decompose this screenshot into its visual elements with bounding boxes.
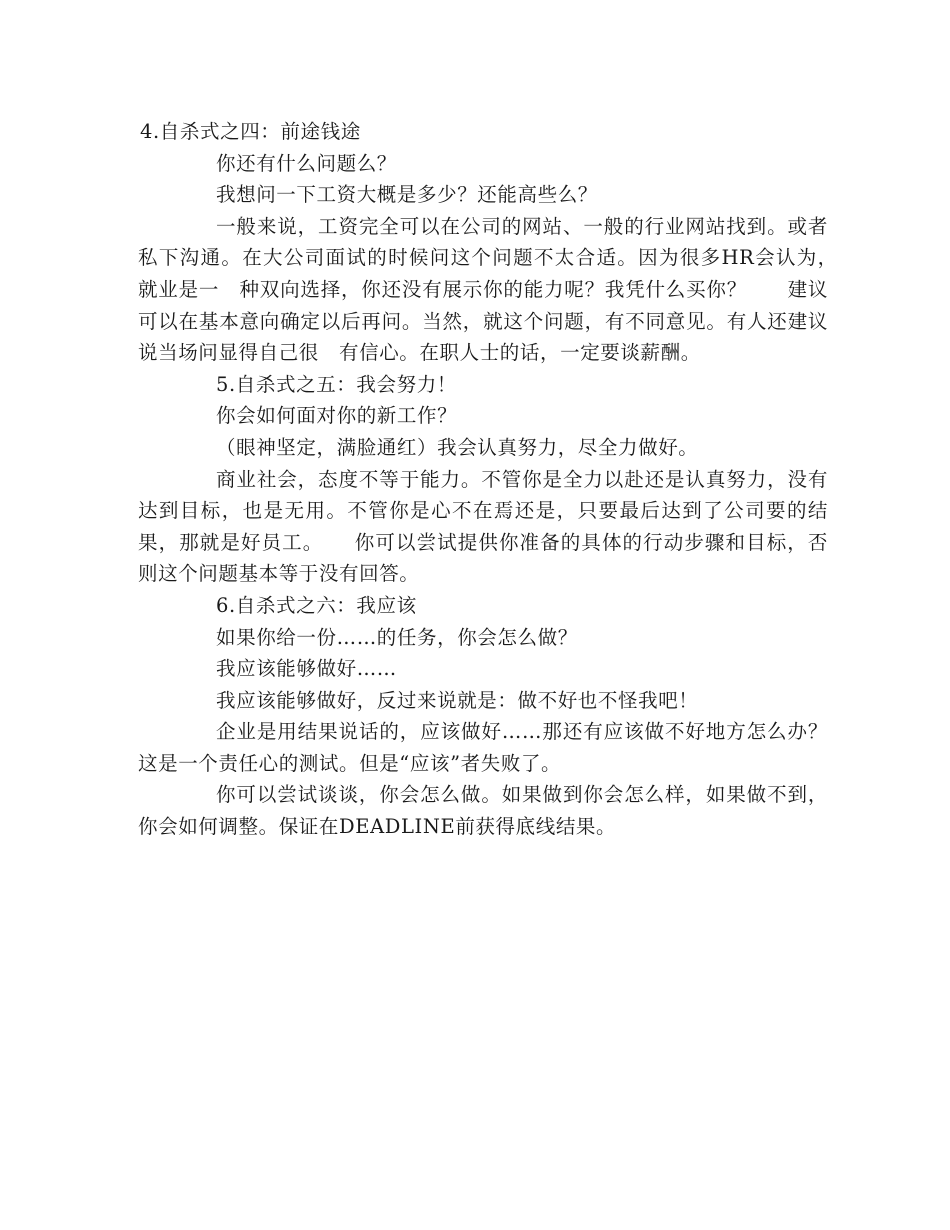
question-paragraph: 你会如何面对你的新工作？ [216, 404, 458, 428]
commentary-paragraph: 我应该能够做好，反过来说就是：做不好也不怪我吧！ [216, 688, 699, 712]
document-body [138, 116, 849, 843]
answer-paragraph: 我应该能够做好…… [216, 657, 397, 681]
answer-paragraph: 我想问一下工资大概是多少？还能高些么？ [216, 183, 598, 207]
explanation-paragraph: 一般来说，工资完全可以在公司的网站、一般的行业网站找到。或者私下沟通。在大公司面试的时候问这个问题不太合适。因为很多HR会认为， 就业是一 种双向选择，你还没有展示你的能力呢？我凭什么买你？ 建议可以在基本意向确定以后再问。当然，就这个问题，有不同意见。有人还建议说当场问显得自己很 有信心。在职人士的话，一定要谈薪酬。 [138, 214, 849, 365]
section-heading-4: 4.自杀式之四：前途钱途 [140, 120, 361, 143]
question-paragraph: 如果你给一份……的任务，你会怎么做？ [216, 625, 578, 649]
section-heading-5: 5.自杀式之五：我会努力！ [216, 372, 457, 396]
advice-paragraph: 你可以尝试谈谈，你会怎么做。如果做到你会怎么样，如果做不到，你会如何调整。保证在DEADLINE前获得底线结果。 [138, 783, 828, 839]
question-paragraph: 你还有什么问题么？ [216, 151, 397, 175]
explanation-paragraph: 商业社会，态度不等于能力。不管你是全力以赴还是认真努力，没有达到目标，也是无用。不管你是心不在焉还是，只要最后达到了公司要的结果，那就是好员工。 你可以尝试提供你准备的具体的行动步骤和目标，否则这个问题基本等于没有回答。 [138, 467, 828, 586]
answer-paragraph: （眼神坚定，满脸通红）我会认真努力，尽全力做好。 [216, 435, 699, 459]
section-heading-6: 6.自杀式之六：我应该 [216, 593, 417, 617]
explanation-paragraph: 企业是用结果说话的，应该做好……那还有应该做不好地方怎么办？这是一个责任心的测试。但是“应该”者失败了。 [138, 720, 828, 775]
